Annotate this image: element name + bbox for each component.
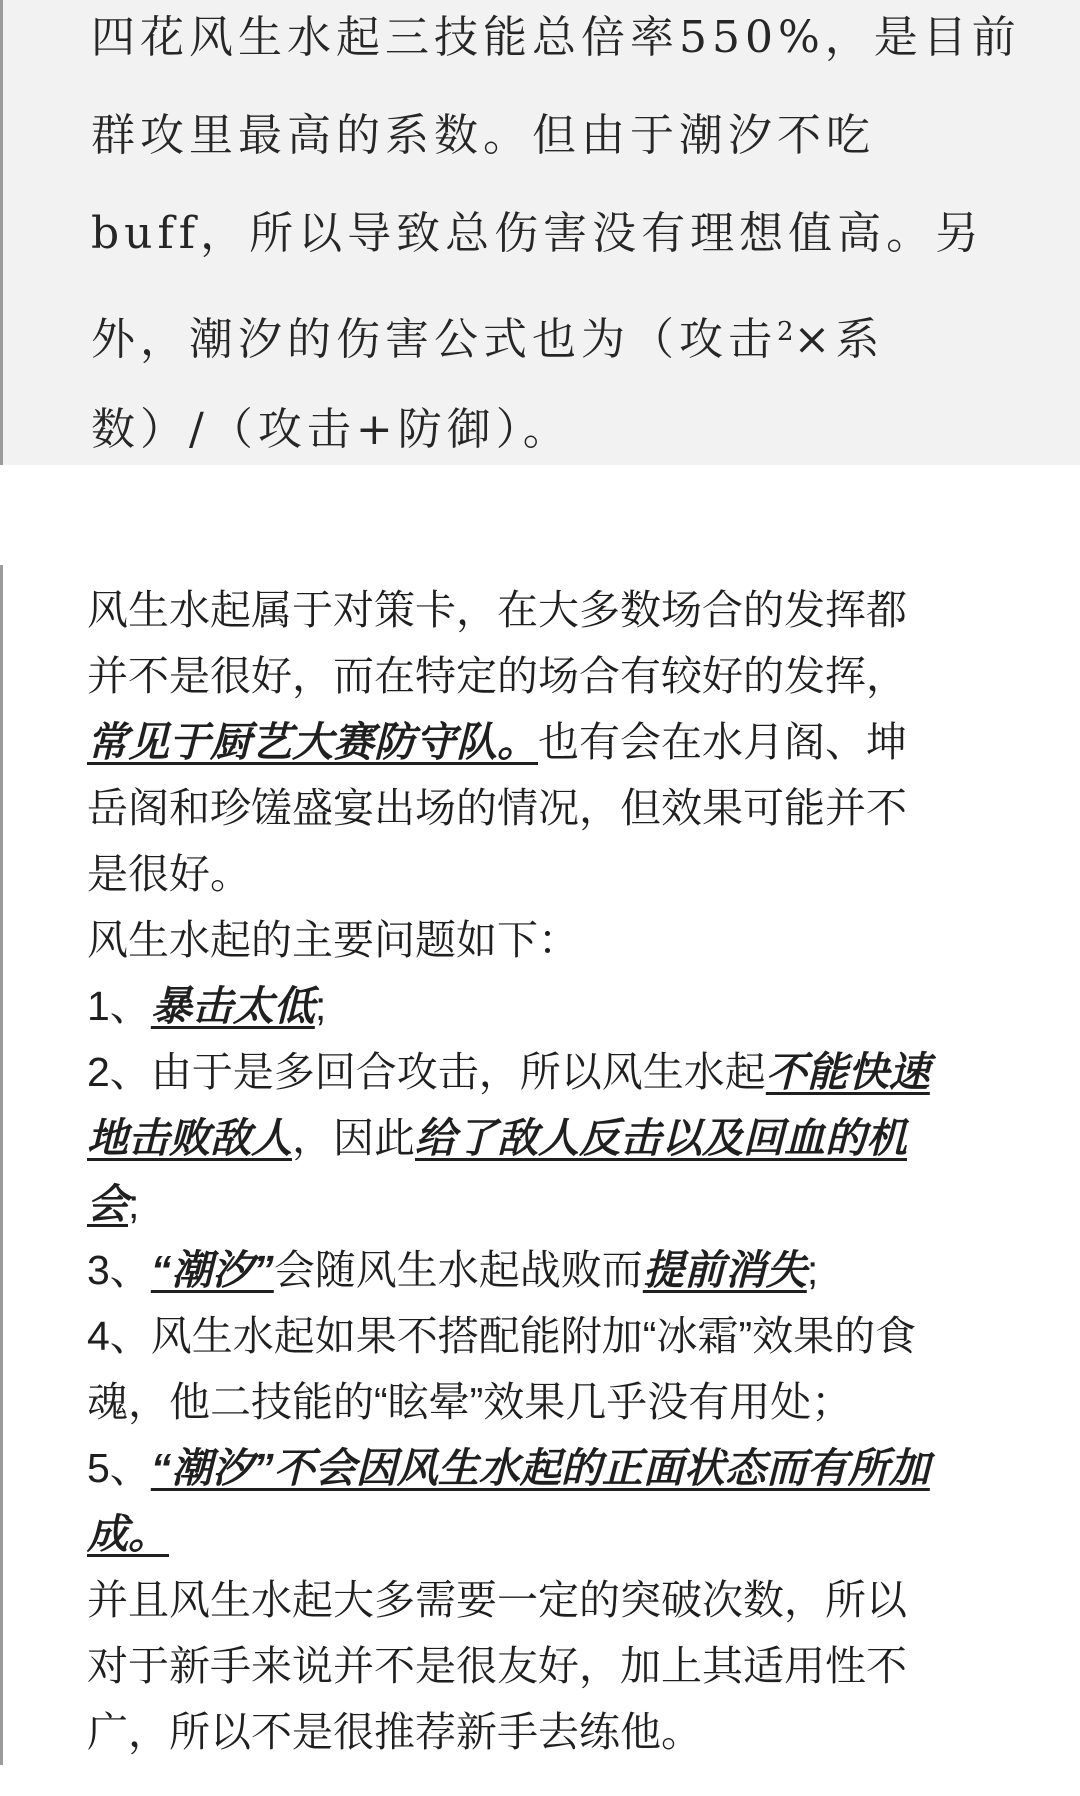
emphasis-text: “潮汐”不会因风生水起的正面状态而有所加 [150, 1445, 930, 1491]
emphasis-text: 给了敌人反击以及回血的机 [415, 1115, 907, 1161]
issue-number: 5、 [87, 1445, 151, 1491]
emphasis-text: 不能快速 [765, 1049, 930, 1095]
emphasis-text: 成。 [87, 1511, 169, 1557]
quote-line: 群攻里最高的系数。但由于潮汐不吃 [91, 110, 875, 161]
issue-number: 2、 [87, 1049, 151, 1095]
body-line [87, 709, 1047, 775]
issue-item-continued [87, 1171, 1047, 1237]
emphasis-text: 常见于厨艺大赛防守队。 [87, 719, 538, 765]
superscript-two: 2 [777, 317, 794, 347]
quote-line [91, 307, 1051, 365]
body-text: ; [128, 1181, 140, 1227]
emphasis-text: 地击败敌人 [87, 1115, 292, 1161]
issue-item-continued: 魂，他二技能的“眩晕”效果几乎没有用处； [87, 1379, 853, 1425]
article-paragraphs [87, 577, 1047, 1765]
emphasis-text: 暴击太低 [150, 983, 315, 1029]
body-line: 并且风生水起大多需要一定的突破次数，所以 [87, 1577, 907, 1623]
quoted-text-block [0, 0, 1080, 465]
emphasis-text: 会 [87, 1181, 128, 1227]
body-line: 广，所以不是很推荐新手去练他。 [87, 1709, 702, 1755]
issue-item-continued [87, 1501, 1047, 1567]
body-text: ，因此 [292, 1115, 415, 1161]
issues-heading: 风生水起的主要问题如下： [87, 917, 579, 963]
body-text: 会随风生水起战败而 [273, 1247, 643, 1293]
article-body [0, 565, 1080, 1765]
body-text: 也有会在水月阁、坤 [538, 719, 907, 765]
issue-item [87, 1237, 1047, 1303]
emphasis-text: 提前消失 [642, 1247, 807, 1293]
issue-item [87, 973, 1047, 1039]
body-text: 由于是多回合攻击，所以风生水起 [150, 1049, 766, 1095]
quote-line: 数）/（攻击+防御）。 [91, 404, 572, 455]
body-line: 并不是很好，而在特定的场合有较好的发挥， [87, 653, 907, 699]
section-spacer [0, 465, 1080, 565]
quote-line: 四花风生水起三技能总倍率550%，是目前 [91, 12, 1021, 63]
body-line: 对于新手来说并不是很友好，加上其适用性不 [87, 1643, 907, 1689]
issue-item [87, 1435, 1047, 1501]
issue-number: 3、 [87, 1247, 151, 1293]
issue-item: 4、风生水起如果不搭配能附加“冰霜”效果的食 [87, 1313, 917, 1359]
issue-number: 1、 [87, 983, 151, 1029]
quote-line: buff，所以导致总伤害没有理想值高。另 [91, 208, 985, 259]
quote-text: ×系 [793, 314, 885, 365]
body-text: ; [314, 983, 327, 1029]
emphasis-text: “潮汐” [150, 1247, 274, 1293]
quote-text: 外，潮汐的伤害公式也为（攻击 [91, 314, 777, 365]
body-line: 岳阁和珍馐盛宴出场的情况，但效果可能并不 [87, 785, 907, 831]
body-line: 风生水起属于对策卡，在大多数场合的发挥都 [87, 587, 907, 633]
body-line: 是很好。 [87, 851, 251, 897]
body-text: ; [806, 1247, 819, 1293]
issue-item [87, 1039, 1047, 1105]
issue-item-continued [87, 1105, 1047, 1171]
